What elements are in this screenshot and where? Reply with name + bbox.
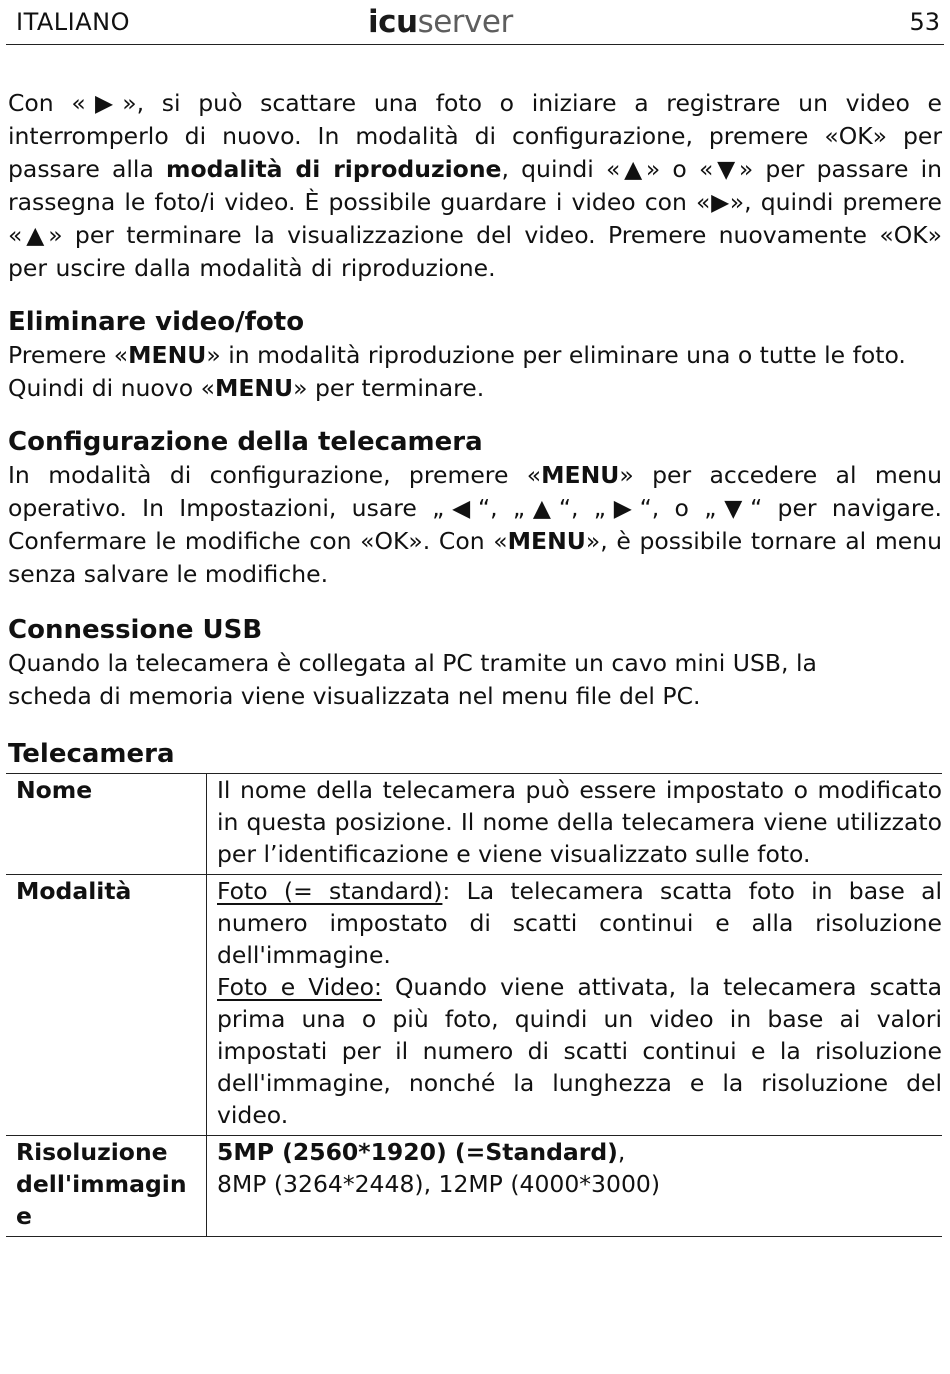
icuserver-logo xyxy=(368,4,513,40)
delete-section-title: Eliminare video/foto xyxy=(8,307,305,337)
row-key: Risoluzione dell'immagin e xyxy=(6,1136,207,1237)
config-section-title: Configurazione della telecamera xyxy=(8,427,483,457)
delete-line-2: Quindi di nuovo «MENU» per terminare. xyxy=(8,374,485,402)
mode-option-photo-video: Foto e Video: Quando viene attivata, la telecamera scatta prima una o più foto, quindi un video in base ai valori impostati per il numero di scatti continui e la risoluzione dell'immagine, nonché la lunghezza e la risoluzione del video. xyxy=(217,973,943,1129)
menu-key: MENU xyxy=(541,461,620,489)
left-symbol-icon: ◀ xyxy=(444,494,478,522)
down-symbol-icon: ▼ xyxy=(716,494,751,522)
mode-label-photo: Foto (= standard) xyxy=(217,877,443,905)
row-key: Modalità xyxy=(6,875,207,1136)
page-content xyxy=(8,87,942,1237)
resolution-options: 8MP (3264*2448), 12MP (4000*3000) xyxy=(217,1170,661,1198)
camera-settings-table xyxy=(6,773,942,1237)
page-header xyxy=(6,0,944,45)
row-value xyxy=(207,875,943,1136)
camera-table-title: Telecamera xyxy=(8,739,175,769)
right-symbol-icon: ▶ xyxy=(605,494,640,522)
config-paragraph: In modalità di configurazione, premere «MENU» per accedere al menu operativo. In Impostazioni, usare „◀“, „▲“, „▶“, o „▼“ per navigare. Confermare le modifiche con «OK». Con «MENU», è possibile tornare al menu senza salvare le modifiche. xyxy=(8,461,942,588)
intro-paragraph: Con «▶», si può scattare una foto o iniziare a registrare un video e interromperlo di nuovo. In modalità di configurazione, premere «OK» per passare alla modalità di riproduzione, quindi «▲» o «▼» per passare in rassegna le foto/i video. È possibile guardare i video con «▶», quindi premere «▲» per terminare la visualizzazione del video. Premere nuovamente «OK» per uscire dalla modalità di riproduzione. xyxy=(8,89,943,282)
menu-key: MENU xyxy=(128,341,207,369)
play-symbol-icon: ▶ xyxy=(85,89,123,117)
menu-key: MENU xyxy=(214,374,294,402)
page-number: 53 xyxy=(909,8,940,36)
mode-option-photo: Foto (= standard): La telecamera scatta foto in base al numero impostato di scatti continui e alla risoluzione dell'immagine. xyxy=(217,877,942,969)
logo-light-part: server xyxy=(417,4,513,40)
row-value xyxy=(207,1136,943,1237)
usb-line-2: scheda di memoria viene visualizzata nel menu file del PC. xyxy=(8,682,701,710)
resolution-default: 5MP (2560*1920) (=Standard), xyxy=(217,1138,626,1166)
down-symbol-icon: ▼ xyxy=(713,155,739,183)
table-row xyxy=(6,875,942,1136)
mode-label-photo-video: Foto e Video: xyxy=(217,973,382,1001)
table-row xyxy=(6,1136,942,1237)
row-value: Il nome della telecamera può essere impostato o modificato in questa posizione. Il nome della telecamera viene utilizzato per l’identificazione e viene visualizzato sulle foto. xyxy=(217,776,942,868)
delete-line-1: Premere «MENU» in modalità riproduzione per eliminare una o tutte le foto. xyxy=(8,341,906,369)
play-symbol-icon: ▶ xyxy=(710,188,730,216)
up-symbol-icon: ▲ xyxy=(525,494,559,522)
logo-bold-part: icu xyxy=(368,4,418,40)
row-key: Nome xyxy=(6,774,207,875)
table-row xyxy=(6,774,942,875)
usb-line-1: Quando la telecamera è collegata al PC tramite un cavo mini USB, la xyxy=(8,649,817,677)
up-symbol-icon: ▲ xyxy=(620,155,646,183)
playback-mode-term: modalità di riproduzione xyxy=(166,155,502,183)
menu-key: MENU xyxy=(507,527,586,555)
up-symbol-icon: ▲ xyxy=(22,221,49,249)
language-label: ITALIANO xyxy=(16,8,131,36)
usb-section-title: Connessione USB xyxy=(8,615,263,645)
